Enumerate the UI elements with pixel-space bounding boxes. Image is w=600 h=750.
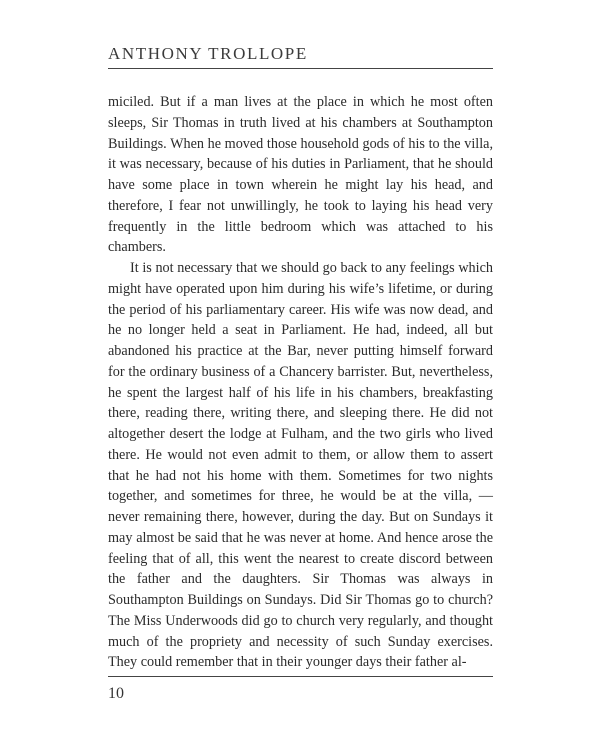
page-number: 10	[108, 685, 124, 702]
running-head: ANTHONY TROLLOPE	[108, 44, 308, 63]
footer-rule	[108, 676, 493, 677]
paragraph-continuation: miciled. But if a man lives at the place in which he most often sleeps, Sir Thomas in truth lived at his chambers at Southampton Buildings. When he moved those household gods of his to the villa, it was necessary, because of his duties in Parliament, that he should have some place in town wherein he might lay his head, and therefore, I fear not unwillingly, he took to laying his head very frequently in the little bedroom which was attached to his chambers.	[108, 94, 493, 256]
body-text	[108, 92, 493, 673]
paragraph: It is not necessary that we should go back to any feelings which might have operated upon him during his wife’s lifetime, or during the period of his parliamentary career. His wife was now dead, and he no longer held a seat in Parliament. He had, indeed, all but abandoned his practice at the Bar, never putting himself forward for the ordinary business of a Chancery barrister. But, nevertheless, he spent the largest half of his life in his chambers, breakfasting there, reading there, writing there, and sleeping there. He did not altogether desert the lodge at Fulham, and the two girls who lived there. He would not even admit to them, or allow them to assert that he had not his home with them. Sometimes for two nights together, and sometimes for three, he would be at the villa, — never remaining there, however, during the day. But on Sundays it may almost be said that he was never at home. And hence arose the feeling that of all, this went the nearest to create discord between the father and the daughters. Sir Thomas was always in Southampton Buildings on Sundays. Did Sir Thomas go to church? The Miss Underwoods did go to church very regularly, and thought much of the propriety and necessity of such Sunday exercises. They could remember that in their younger days their father al-	[108, 260, 493, 671]
header-rule	[108, 68, 493, 69]
